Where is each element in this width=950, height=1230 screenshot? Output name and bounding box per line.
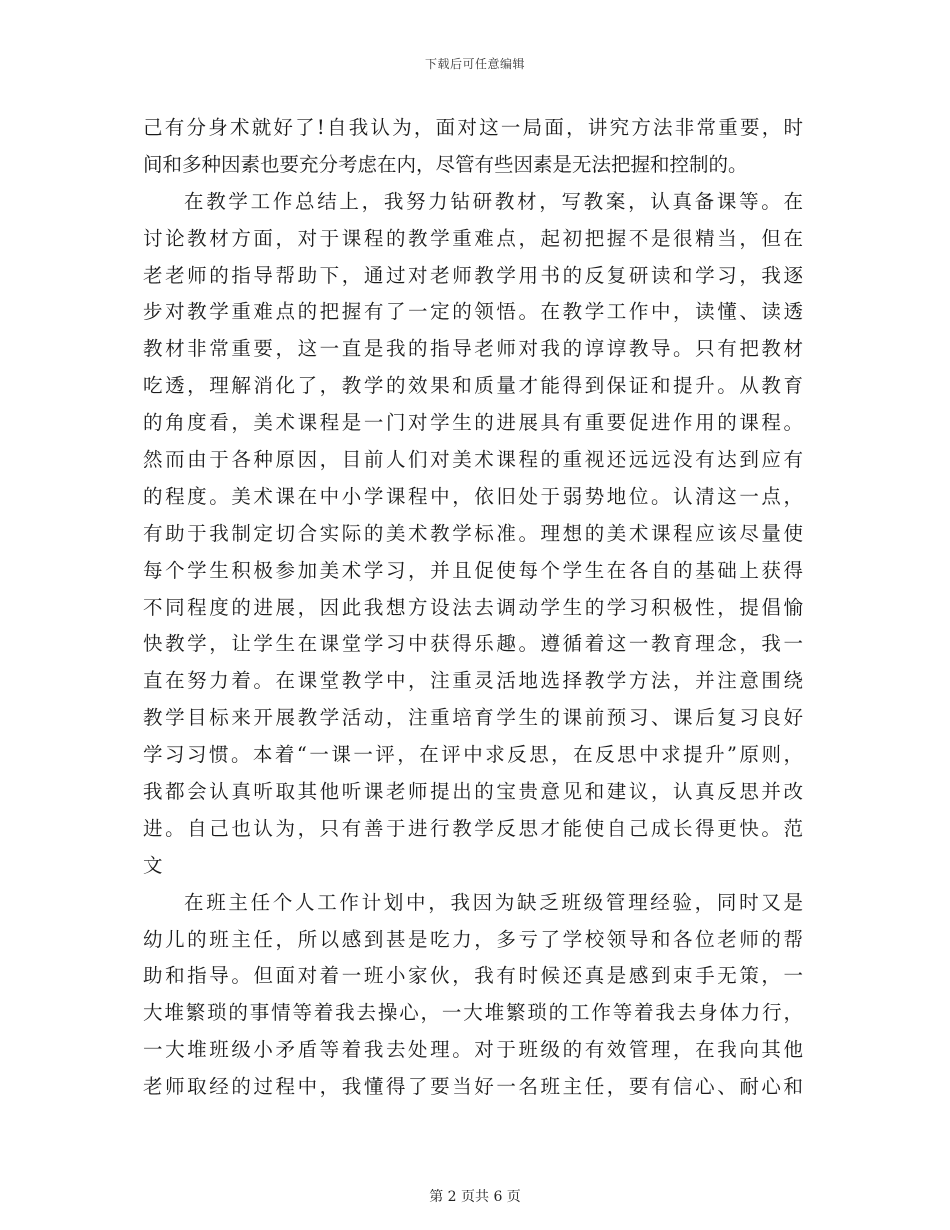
text-line: 间和多种因素也要充分考虑在内，尽管有些因素是无法把握和控制的。: [143, 152, 748, 176]
text-line: 己有分身术就好了!自我认为，面对这一局面，讲究方法非常重要，时: [143, 116, 803, 139]
document-body: [143, 110, 803, 1106]
text-line: 的程度。美术课在中小学课程中，依旧处于弱势地位。认清这一点，: [143, 484, 803, 508]
paragraph-first-line: 在班主任个人工作计划中，我因为缺乏班级管理经验，同时又是: [184, 890, 803, 914]
text-line: 然而由于各种原因，目前人们对美术课程的重视还远远没有达到应有: [143, 448, 803, 472]
text-line: 的角度看，美术课程是一门对学生的进展具有重要促进作用的课程。: [143, 411, 803, 435]
text-line: 有助于我制定切合实际的美术教学标准。理想的美术课程应该尽量使: [143, 521, 803, 545]
paragraph-first-line: 在教学工作总结上，我努力钻研教材，写教案，认真备课等。在: [184, 189, 803, 213]
text-line: 老师取经的过程中，我懂得了要当好一名班主任，要有信心、耐心和: [143, 1075, 803, 1099]
text-line: 幼儿的班主任，所以感到甚是吃力，多亏了学校领导和各位老师的帮: [143, 927, 803, 951]
text-line: 学习习惯。本着“一课一评，在评中求反思，在反思中求提升”原则，: [143, 743, 803, 767]
text-line: 进。自己也认为，只有善于进行教学反思才能使自己成长得更快。范: [143, 816, 803, 840]
text-line: 大堆繁琐的事情等着我去操心，一大堆繁琐的工作等着我去身体力行，: [143, 1001, 803, 1025]
text-line: 不同程度的进展，因此我想方设法去调动学生的学习积极性，提倡愉: [143, 595, 803, 619]
text-line: 步对教学重难点的把握有了一定的领悟。在教学工作中，读懂、读透: [143, 300, 803, 324]
text-line: 吃透，理解消化了，教学的效果和质量才能得到保证和提升。从教育: [143, 374, 803, 398]
text-line: 一大堆班级小矛盾等着我去处理。对于班级的有效管理，在我向其他: [143, 1038, 803, 1062]
text-line: 教学目标来开展教学活动，注重培育学生的课前预习、课后复习良好: [143, 706, 803, 730]
text-line: 我都会认真听取其他听课老师提出的宝贵意见和建议，认真反思并改: [143, 780, 803, 804]
page-footer: 第 2 页共 6 页: [429, 1189, 521, 1205]
text-line: 直在努力着。在课堂教学中，注重灵活地选择教学方法，并注意围绕: [143, 669, 803, 693]
text-line: 老老师的指导帮助下，通过对老师教学用书的反复研读和学习，我逐: [143, 263, 803, 287]
text-line: 讨论教材方面，对于课程的教学重难点，起初把握不是很精当，但在: [143, 226, 803, 250]
text-line: 快教学，让学生在课堂学习中获得乐趣。遵循着这一教育理念，我一: [143, 632, 803, 656]
text-line: 每个学生积极参加美术学习，并且促使每个学生在各自的基础上获得: [143, 558, 803, 582]
text-line: 文: [143, 853, 163, 877]
text-line: 教材非常重要，这一直是我的指导老师对我的谆谆教导。只有把教材: [143, 337, 803, 361]
text-line: 助和指导。但面对着一班小家伙，我有时候还真是感到束手无策，一: [143, 964, 803, 988]
page-header: 下载后可任意编辑: [424, 57, 525, 71]
